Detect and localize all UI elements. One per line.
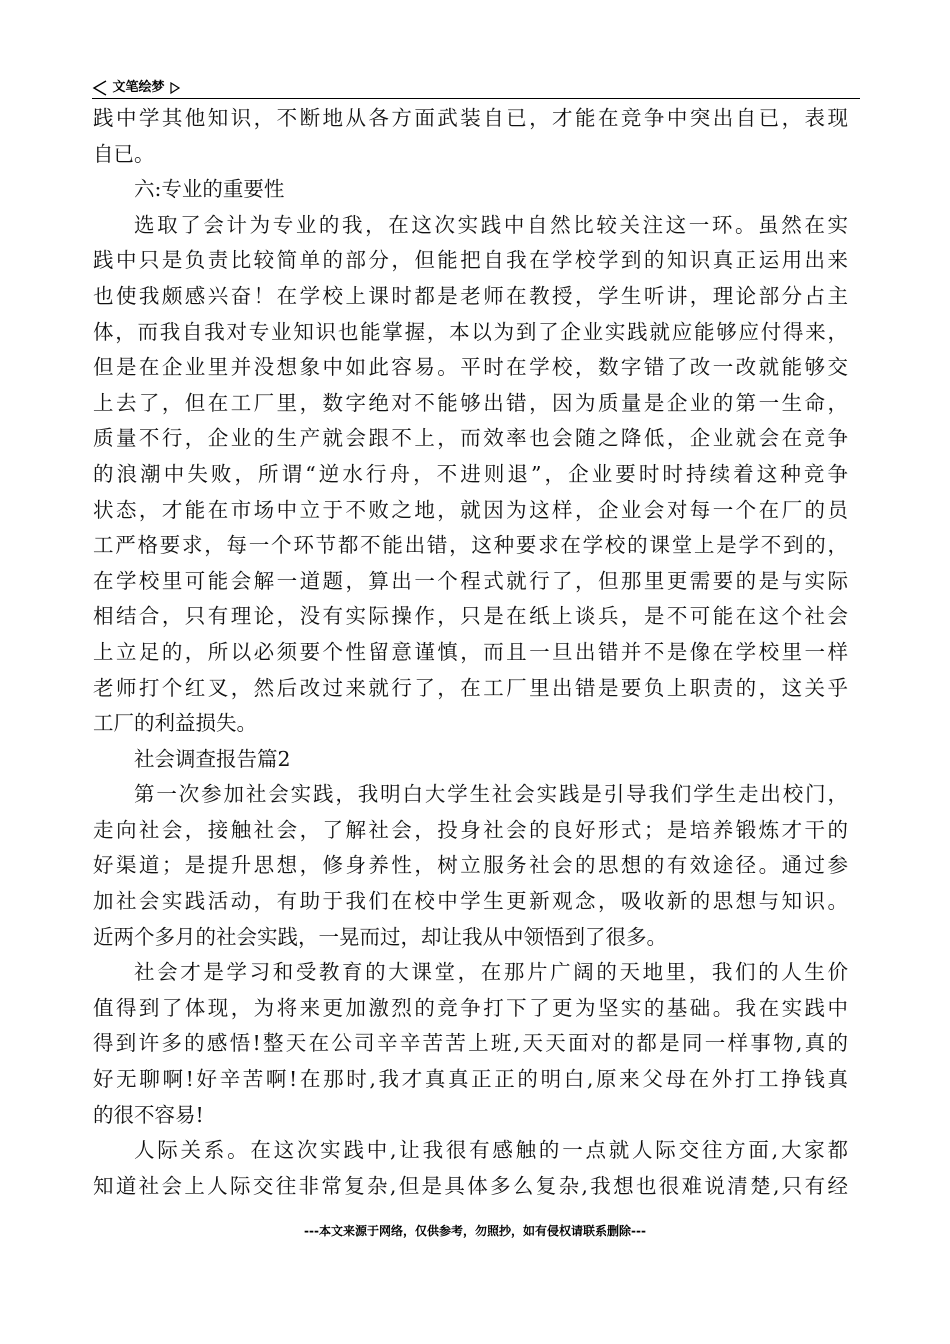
text-line: 六:专业的重要性 xyxy=(134,177,285,202)
text-line: 好无聊啊!好辛苦啊!在那时,我才真真正正的明白,原来父母在外打工挣钱真 xyxy=(93,1067,848,1092)
text-line: 工厂的利益损失。 xyxy=(93,711,257,736)
text-line: 值得到了体现，为将来更加激烈的竞争打下了更为坚实的基础。我在实践中 xyxy=(93,995,848,1020)
text-line: 践中学其他知识，不断地从各方面武装自已，才能在竞争中突出自已，表现 xyxy=(93,106,848,130)
text-line: 在学校里可能会解一道题，算出一个程式就行了，但那里更需要的是与实际 xyxy=(93,568,848,593)
header-rule xyxy=(92,98,860,99)
text-line: 的浪潮中失败，所谓“逆水行舟，不进则退”，企业要时时持续着这种竞争 xyxy=(93,461,848,486)
text-line: 得到许多的感悟!整天在公司辛辛苦苦上班,天天面对的都是同一样事物,真的 xyxy=(93,1031,848,1056)
text-line: 上去了，但在工厂里，数字绝对不能够出错，因为质量是企业的第一生命， xyxy=(93,390,848,415)
text-line: 老师打个红叉，然后改过来就行了，在工厂里出错是要负上职责的，这关乎 xyxy=(93,675,848,700)
text-line: 践中只是负责比较简单的部分，但能把自我在学校学到的知识真正运用出来 xyxy=(93,248,848,273)
header-brand-text: 文笔绘梦 xyxy=(112,80,165,95)
text-line: 选取了会计为专业的我，在这次实践中自然比较关注这一环。虽然在实 xyxy=(134,212,848,237)
text-line: 知道社会上人际交往非常复杂,但是具体多么复杂,我想也很难说清楚,只有经 xyxy=(93,1173,848,1198)
text-line: 自已。 xyxy=(93,141,155,166)
text-line: 质量不行，企业的生产就会跟不上，而效率也会随之降低，企业就会在竞争 xyxy=(93,426,848,451)
document-body xyxy=(93,101,848,1204)
text-line: 也使我颇感兴奋！在学校上课时都是老师在教授，学生听讲，理论部分占主 xyxy=(93,283,848,308)
text-line: 但是在企业里并没想象中如此容易。平时在学校，数字错了改一改就能够交 xyxy=(93,355,848,380)
footer-notice: ---本文来源于网络，仅供参考，勿照抄，如有侵权请联系删除--- xyxy=(304,1224,646,1238)
text-line: 体，而我自我对专业知识也能掌握，本以为到了企业实践就应能够应付得来， xyxy=(93,319,848,344)
text-line: 加社会实践活动，有助于我们在校中学生更新观念，吸收新的思想与知识。 xyxy=(93,889,848,914)
text-line: 好渠道；是提升思想，修身养性，树立服务社会的思想的有效途径。通过参 xyxy=(93,853,848,878)
text-line: 走向社会，接触社会，了解社会，投身社会的良好形式；是培养锻炼才干的 xyxy=(93,817,848,842)
text-line: 近两个多月的社会实践，一晃而过，却让我从中领悟到了很多。 xyxy=(93,924,667,949)
text-line: 上立足的，所以必须要个性留意谨慎，而且一旦出错并不是像在学校里一样 xyxy=(93,639,848,664)
text-line: 工严格要求，每一个环节都不能出错，这种要求在学校的课堂上是学不到的， xyxy=(93,533,848,558)
header-brand xyxy=(92,76,181,96)
left-triangle-icon xyxy=(92,80,108,96)
text-line: 的很不容易! xyxy=(93,1102,204,1127)
text-line: 社会才是学习和受教育的大课堂，在那片广阔的天地里，我们的人生价 xyxy=(134,960,848,985)
text-line: 人际关系。在这次实践中,让我很有感触的一点就人际交往方面,大家都 xyxy=(134,1138,848,1163)
text-line: 相结合，只有理论，没有实际操作，只是在纸上谈兵，是不可能在这个社会 xyxy=(93,604,848,629)
text-line: 社会调查报告篇2 xyxy=(134,746,291,771)
text-line: 状态，才能在市场中立于不败之地，就因为这样，企业会对每一个在厂的员 xyxy=(93,497,848,522)
text-line: 第一次参加社会实践，我明白大学生社会实践是引导我们学生走出校门， xyxy=(134,782,848,807)
page-header xyxy=(92,74,860,98)
right-triangle-icon xyxy=(169,82,181,94)
